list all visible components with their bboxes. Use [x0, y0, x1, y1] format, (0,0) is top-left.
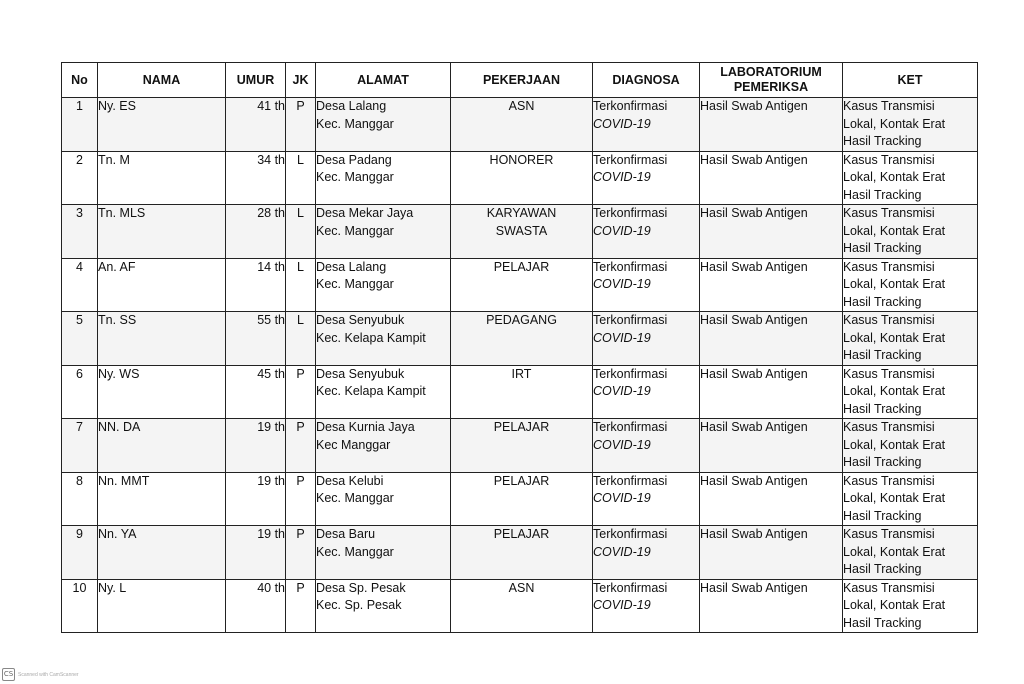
cell-jk: [286, 151, 316, 205]
cell-diagnosa-line: Terkonfirmasi: [593, 580, 668, 595]
cell-umur: [226, 472, 286, 526]
table-row: [62, 312, 978, 366]
table-row: [62, 579, 978, 633]
cell-diagnosa: [593, 579, 700, 633]
cell-pekerjaan-line: HONORER: [489, 152, 554, 167]
cell-jk: [286, 579, 316, 633]
cell-jk: [286, 419, 316, 473]
cell-diagnosa: [593, 419, 700, 473]
cell-nama-line: Ny. L: [98, 580, 127, 595]
cell-umur: [226, 526, 286, 580]
cell-ket-line: Kasus Transmisi: [843, 313, 935, 327]
cell-laboratorium-line: Hasil Swab Antigen: [700, 473, 808, 488]
cell-no-line: 4: [76, 259, 83, 274]
cell-alamat: [316, 258, 451, 312]
cell-diagnosa-line: COVID-19: [593, 116, 651, 131]
cell-jk-line: L: [297, 206, 304, 220]
cell-nama-line: Tn. SS: [98, 313, 137, 327]
cell-alamat-line: Kec. Manggar: [316, 116, 394, 131]
cell-umur: [226, 419, 286, 473]
cell-ket-line: Kasus Transmisi: [843, 366, 935, 381]
cell-pekerjaan-line: KARYAWAN: [486, 206, 557, 220]
cell-ket-line: Kasus Transmisi: [843, 259, 935, 274]
cell-no: [62, 258, 98, 312]
cell-jk: [286, 365, 316, 419]
cell-pekerjaan: [451, 258, 593, 312]
cell-pekerjaan: [451, 365, 593, 419]
cell-ket: [843, 365, 978, 419]
cell-jk-line: L: [297, 152, 304, 167]
patient-table: [61, 62, 978, 633]
header-diagnosa: DIAGNOSA: [593, 63, 700, 98]
cell-diagnosa-line: COVID-19: [593, 330, 651, 345]
cell-ket-line: Lokal, Kontak Erat: [843, 223, 946, 238]
cell-pekerjaan: [451, 151, 593, 205]
table-header-row: [62, 63, 978, 98]
cell-diagnosa-line: Terkonfirmasi: [593, 206, 668, 220]
cell-no-line: 5: [76, 313, 83, 327]
cell-alamat: [316, 472, 451, 526]
cell-laboratorium-line: Hasil Swab Antigen: [700, 206, 808, 220]
cell-diagnosa-line: COVID-19: [593, 598, 651, 612]
cell-jk: [286, 526, 316, 580]
header-no: No: [62, 63, 98, 98]
cell-pekerjaan-line: IRT: [511, 366, 532, 381]
cell-nama: [98, 419, 226, 473]
cell-ket-line: Kasus Transmisi: [843, 152, 935, 167]
cell-ket: [843, 579, 978, 633]
cell-nama: [98, 205, 226, 259]
cell-ket: [843, 205, 978, 259]
cell-no-line: 9: [76, 527, 83, 541]
cell-alamat-line: Desa Mekar Jaya: [316, 206, 414, 220]
cell-umur-line: 19 th: [257, 473, 285, 488]
cell-ket-line: Hasil Tracking: [843, 508, 922, 523]
cell-jk: [286, 258, 316, 312]
cell-nama: [98, 312, 226, 366]
cell-no-line: 2: [76, 152, 83, 167]
cell-ket-line: Hasil Tracking: [843, 615, 922, 630]
cell-ket-line: Kasus Transmisi: [843, 420, 935, 434]
cell-ket-line: Lokal, Kontak Erat: [843, 330, 946, 345]
cell-ket-line: Lokal, Kontak Erat: [843, 116, 946, 131]
cell-laboratorium: [700, 526, 843, 580]
cell-diagnosa: [593, 205, 700, 259]
cell-alamat-line: Kec. Manggar: [316, 491, 394, 505]
cell-ket: [843, 526, 978, 580]
cell-umur-line: 45 th: [257, 366, 285, 381]
cell-ket-line: Hasil Tracking: [843, 562, 922, 576]
cell-ket-line: Lokal, Kontak Erat: [843, 491, 946, 505]
cell-ket: [843, 312, 978, 366]
header-alamat: ALAMAT: [316, 63, 451, 98]
cell-laboratorium-line: Hasil Swab Antigen: [700, 313, 808, 327]
cell-diagnosa-line: Terkonfirmasi: [593, 420, 668, 434]
header-ket: KET: [843, 63, 978, 98]
cell-diagnosa: [593, 312, 700, 366]
cell-diagnosa-line: COVID-19: [593, 491, 651, 505]
cell-no-line: 6: [76, 366, 83, 381]
cell-alamat-line: Kec. Kelapa Kampit: [316, 330, 426, 345]
cell-nama: [98, 579, 226, 633]
scanner-watermark: [2, 668, 79, 681]
cell-diagnosa-line: COVID-19: [593, 277, 651, 291]
cell-ket-line: Hasil Tracking: [843, 348, 922, 362]
cell-no: [62, 526, 98, 580]
cell-diagnosa-line: COVID-19: [593, 223, 651, 238]
cell-diagnosa: [593, 98, 700, 152]
cell-nama-line: Nn. MMT: [98, 473, 150, 488]
cell-ket-line: Kasus Transmisi: [843, 580, 935, 595]
cell-alamat: [316, 419, 451, 473]
cell-diagnosa-line: Terkonfirmasi: [593, 313, 668, 327]
cell-jk: [286, 205, 316, 259]
cell-pekerjaan: [451, 472, 593, 526]
cell-pekerjaan-line: PELAJAR: [493, 420, 550, 434]
cell-ket-line: Kasus Transmisi: [843, 206, 935, 220]
cell-ket-line: Kasus Transmisi: [843, 473, 935, 488]
cell-jk-line: P: [296, 473, 305, 488]
cell-alamat: [316, 365, 451, 419]
cell-alamat: [316, 312, 451, 366]
cell-pekerjaan-line: SWASTA: [495, 223, 548, 238]
cell-no: [62, 419, 98, 473]
cell-jk-line: L: [297, 259, 304, 274]
cell-pekerjaan-line: PEDAGANG: [486, 313, 557, 327]
header-laboratorium: LABORATORIUM PEMERIKSA: [700, 63, 843, 98]
cell-pekerjaan: [451, 312, 593, 366]
cell-jk: [286, 312, 316, 366]
cell-nama-line: Tn. M: [98, 152, 130, 167]
cell-umur-line: 28 th: [257, 206, 285, 220]
cell-nama-line: Tn. MLS: [98, 206, 146, 220]
cell-no: [62, 579, 98, 633]
cell-laboratorium: [700, 98, 843, 152]
cell-diagnosa-line: Terkonfirmasi: [593, 152, 668, 167]
cell-laboratorium-line: Hasil Swab Antigen: [700, 420, 808, 434]
cell-nama-line: Nn. YA: [98, 527, 137, 541]
cell-laboratorium-line: Hasil Swab Antigen: [700, 99, 808, 113]
cell-jk-line: P: [296, 527, 305, 541]
table-row: [62, 419, 978, 473]
header-jk: JK: [286, 63, 316, 98]
cell-umur: [226, 205, 286, 259]
cell-jk: [286, 472, 316, 526]
cell-jk-line: P: [296, 366, 305, 381]
cell-laboratorium: [700, 258, 843, 312]
cell-laboratorium: [700, 205, 843, 259]
cell-laboratorium-line: Hasil Swab Antigen: [700, 366, 808, 381]
cell-no: [62, 98, 98, 152]
cell-ket-line: Kasus Transmisi: [843, 99, 935, 113]
cell-alamat-line: Desa Kelubi: [316, 473, 384, 488]
cell-laboratorium-line: Hasil Swab Antigen: [700, 259, 808, 274]
cell-ket-line: Lokal, Kontak Erat: [843, 170, 946, 184]
cell-ket-line: Lokal, Kontak Erat: [843, 544, 946, 559]
cell-pekerjaan: [451, 205, 593, 259]
table-row: [62, 151, 978, 205]
cell-jk-line: L: [297, 313, 304, 327]
cell-ket-line: Hasil Tracking: [843, 455, 922, 469]
cell-laboratorium: [700, 472, 843, 526]
cell-alamat: [316, 151, 451, 205]
cell-ket-line: Kasus Transmisi: [843, 527, 935, 541]
cell-umur-line: 40 th: [257, 580, 285, 595]
cell-ket: [843, 419, 978, 473]
cell-diagnosa: [593, 526, 700, 580]
cell-jk-line: P: [296, 420, 305, 434]
cell-ket: [843, 151, 978, 205]
cell-alamat-line: Kec. Manggar: [316, 544, 394, 559]
cell-alamat-line: Desa Sp. Pesak: [316, 580, 406, 595]
cell-diagnosa: [593, 365, 700, 419]
cell-jk-line: P: [296, 580, 305, 595]
cell-nama-line: An. AF: [98, 259, 136, 274]
cell-alamat-line: Desa Padang: [316, 152, 392, 167]
cell-diagnosa-line: COVID-19: [593, 170, 651, 184]
cell-umur-line: 19 th: [257, 527, 285, 541]
cell-ket-line: Hasil Tracking: [843, 294, 922, 309]
cell-alamat-line: Desa Lalang: [316, 99, 387, 113]
cell-pekerjaan-line: ASN: [508, 580, 535, 595]
cell-umur-line: 41 th: [257, 99, 285, 113]
cell-umur-line: 55 th: [257, 313, 285, 327]
cell-umur: [226, 98, 286, 152]
cell-no: [62, 205, 98, 259]
cell-alamat-line: Desa Baru: [316, 527, 376, 541]
cell-umur: [226, 579, 286, 633]
cell-ket-line: Hasil Tracking: [843, 401, 922, 416]
table-row: [62, 98, 978, 152]
header-pekerjaan: PEKERJAAN: [451, 63, 593, 98]
cell-laboratorium: [700, 312, 843, 366]
header-nama: NAMA: [98, 63, 226, 98]
cell-nama-line: Ny. ES: [98, 99, 136, 113]
cell-alamat-line: Kec. Manggar: [316, 277, 394, 291]
header-umur: UMUR: [226, 63, 286, 98]
camscanner-logo-icon: CS: [2, 668, 15, 681]
cell-laboratorium: [700, 579, 843, 633]
cell-nama-line: NN. DA: [98, 420, 141, 434]
cell-laboratorium-line: Hasil Swab Antigen: [700, 152, 808, 167]
cell-ket: [843, 258, 978, 312]
cell-ket-line: Hasil Tracking: [843, 134, 922, 148]
cell-ket-line: Lokal, Kontak Erat: [843, 598, 946, 612]
cell-alamat-line: Desa Senyubuk: [316, 313, 405, 327]
cell-pekerjaan: [451, 98, 593, 152]
cell-umur: [226, 365, 286, 419]
cell-jk-line: P: [296, 99, 305, 113]
cell-laboratorium: [700, 151, 843, 205]
cell-ket-line: Lokal, Kontak Erat: [843, 437, 946, 452]
cell-ket: [843, 98, 978, 152]
cell-umur: [226, 151, 286, 205]
cell-nama: [98, 151, 226, 205]
table-row: [62, 526, 978, 580]
cell-alamat-line: Desa Lalang: [316, 259, 387, 274]
cell-alamat-line: Desa Kurnia Jaya: [316, 420, 415, 434]
cell-umur-line: 14 th: [257, 259, 285, 274]
cell-no-line: 3: [76, 206, 83, 220]
cell-umur: [226, 312, 286, 366]
cell-pekerjaan: [451, 579, 593, 633]
cell-diagnosa-line: Terkonfirmasi: [593, 366, 668, 381]
cell-diagnosa: [593, 472, 700, 526]
cell-alamat: [316, 579, 451, 633]
cell-no-line: 7: [76, 420, 83, 434]
cell-no: [62, 365, 98, 419]
cell-alamat-line: Kec. Sp. Pesak: [316, 598, 402, 612]
cell-alamat: [316, 98, 451, 152]
cell-ket-line: Hasil Tracking: [843, 187, 922, 202]
cell-diagnosa: [593, 151, 700, 205]
cell-no-line: 1: [76, 99, 83, 113]
cell-no: [62, 151, 98, 205]
cell-nama: [98, 472, 226, 526]
cell-no-line: 8: [76, 473, 83, 488]
table-row: [62, 258, 978, 312]
cell-pekerjaan-line: ASN: [508, 99, 535, 113]
cell-alamat-line: Kec. Manggar: [316, 170, 394, 184]
cell-alamat-line: Kec. Manggar: [316, 223, 394, 238]
cell-ket: [843, 472, 978, 526]
cell-alamat: [316, 205, 451, 259]
cell-diagnosa: [593, 258, 700, 312]
cell-nama: [98, 526, 226, 580]
cell-alamat-line: Desa Senyubuk: [316, 366, 405, 381]
cell-laboratorium: [700, 419, 843, 473]
cell-umur-line: 19 th: [257, 420, 285, 434]
cell-ket-line: Hasil Tracking: [843, 241, 922, 255]
cell-diagnosa-line: COVID-19: [593, 384, 651, 398]
cell-alamat: [316, 526, 451, 580]
cell-nama-line: Ny. WS: [98, 366, 140, 381]
cell-pekerjaan: [451, 526, 593, 580]
cell-diagnosa-line: Terkonfirmasi: [593, 527, 668, 541]
watermark-text: Scanned with CamScanner: [18, 671, 79, 678]
cell-diagnosa-line: COVID-19: [593, 544, 651, 559]
cell-nama: [98, 365, 226, 419]
cell-diagnosa-line: Terkonfirmasi: [593, 473, 668, 488]
cell-diagnosa-line: Terkonfirmasi: [593, 259, 668, 274]
cell-diagnosa-line: Terkonfirmasi: [593, 99, 668, 113]
cell-ket-line: Lokal, Kontak Erat: [843, 277, 946, 291]
cell-pekerjaan-line: PELAJAR: [493, 259, 550, 274]
cell-pekerjaan-line: PELAJAR: [493, 527, 550, 541]
cell-laboratorium-line: Hasil Swab Antigen: [700, 527, 808, 541]
cell-diagnosa-line: COVID-19: [593, 437, 651, 452]
cell-jk: [286, 98, 316, 152]
cell-alamat-line: Kec. Kelapa Kampit: [316, 384, 426, 398]
cell-no-line: 10: [72, 580, 87, 595]
table-body: [62, 98, 978, 633]
cell-ket-line: Lokal, Kontak Erat: [843, 384, 946, 398]
cell-pekerjaan: [451, 419, 593, 473]
cell-umur-line: 34 th: [257, 152, 285, 167]
table-row: [62, 472, 978, 526]
cell-nama: [98, 98, 226, 152]
cell-no: [62, 472, 98, 526]
cell-laboratorium: [700, 365, 843, 419]
table-row: [62, 365, 978, 419]
cell-umur: [226, 258, 286, 312]
cell-no: [62, 312, 98, 366]
cell-nama: [98, 258, 226, 312]
cell-pekerjaan-line: PELAJAR: [493, 473, 550, 488]
cell-laboratorium-line: Hasil Swab Antigen: [700, 580, 808, 595]
table-row: [62, 205, 978, 259]
cell-alamat-line: Kec Manggar: [316, 437, 391, 452]
